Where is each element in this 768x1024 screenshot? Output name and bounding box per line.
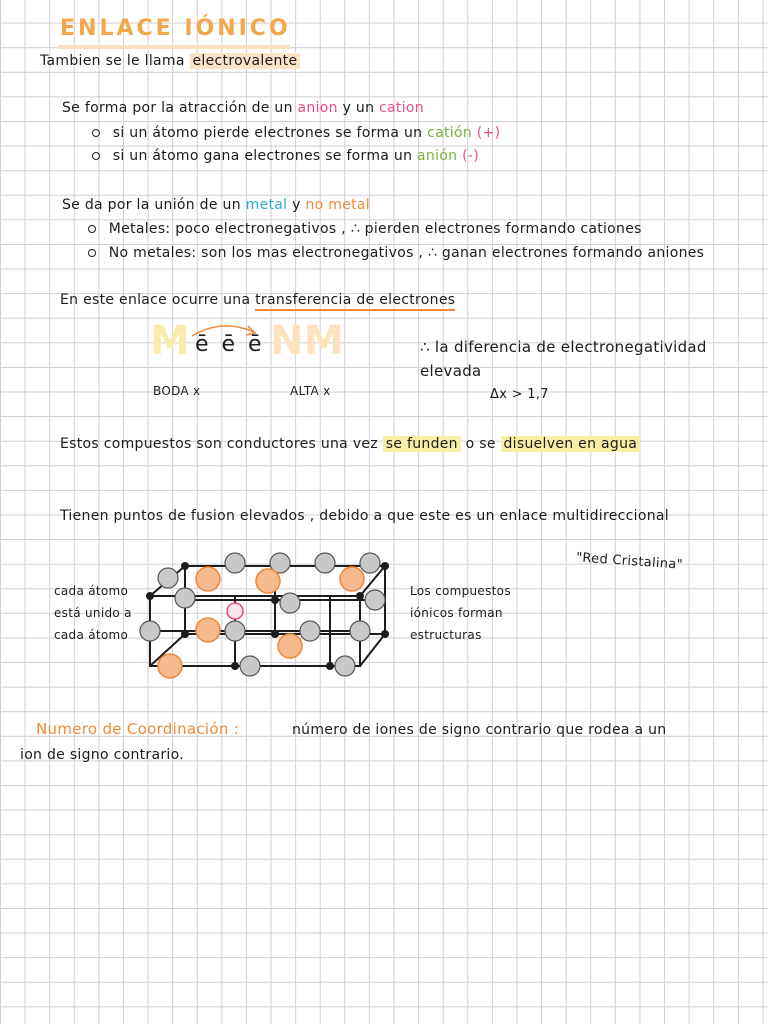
- title-highlight: [58, 45, 290, 49]
- right-note-line: iónicos forman: [410, 606, 503, 620]
- high-electronegativity-label: ALTA x: [290, 384, 331, 398]
- bullet-loses-electrons: [92, 124, 500, 142]
- electronegativity-conclusion: ∴ la diferencia de electronegatividad: [420, 338, 707, 356]
- left-note-line: está unido a: [54, 606, 132, 620]
- melt-highlight: se funden: [383, 436, 461, 452]
- union-mid: y: [292, 197, 301, 213]
- metal-word: metal: [245, 197, 288, 213]
- crystal-lattice-label: "Red Cristalina": [575, 550, 684, 573]
- bullet2-text: si un átomo gana electrones se forma un: [112, 148, 413, 164]
- line-transfer: [60, 291, 455, 309]
- metal-symbol: M: [150, 318, 190, 364]
- right-note: [410, 580, 511, 646]
- nonmetals-text: No metales: son los mas electronegativos , ∴ ganan electrones formando aniones: [108, 245, 705, 261]
- transfer-text: En este enlace ocurre una: [60, 292, 251, 308]
- bullet-metals: [88, 220, 642, 238]
- dissolve-highlight: disuelven en agua: [501, 436, 641, 452]
- coordination-definition-2: ion de signo contrario.: [20, 747, 184, 763]
- page-title: ENLACE IÓNICO: [60, 16, 291, 41]
- bullet-icon: [92, 152, 100, 160]
- left-note: [54, 580, 132, 646]
- left-note-line: cada átomo: [54, 628, 129, 642]
- conductors-mid: o se: [465, 436, 496, 452]
- line-union: [62, 196, 370, 214]
- also-called-text: Tambien se le llama: [40, 53, 185, 69]
- low-electronegativity-label: BODA x: [153, 384, 201, 398]
- bullet-gains-electrons: [92, 147, 479, 165]
- orange-ions: [158, 567, 364, 678]
- line-also-called: [40, 52, 300, 70]
- bullet-icon: [88, 225, 96, 233]
- line-melting-points: Tienen puntos de fusion elevados , debido a que este es un enlace multidireccional: [60, 508, 669, 524]
- cation-word: cation: [379, 100, 424, 116]
- electronegativity-elevated: elevada: [420, 362, 482, 380]
- bullet1-text: si un átomo pierde electrones se forma un: [112, 125, 423, 141]
- pink-ion: [227, 603, 243, 619]
- right-note-line: Los compuestos: [410, 584, 511, 598]
- conductors-text: Estos compuestos son conductores una vez: [60, 436, 378, 452]
- right-note-line: estructuras: [410, 628, 482, 642]
- anion-word: anion: [297, 100, 338, 116]
- transfer-underlined: transferencia de electrones: [255, 292, 455, 311]
- bullet-nonmetals: [88, 244, 704, 262]
- bullet-icon: [92, 129, 100, 137]
- formation-text: Se forma por la atracción de un: [62, 100, 293, 116]
- coordination-definition-1: número de iones de signo contrario que rodea a un: [292, 722, 667, 738]
- formation-mid: y un: [342, 100, 375, 116]
- left-note-line: cada átomo: [54, 584, 129, 598]
- negative-sign: (-): [462, 148, 479, 164]
- electrovalente-highlight: electrovalente: [190, 53, 301, 69]
- line-formation: [62, 99, 424, 117]
- nonmetal-symbol: NM: [270, 318, 344, 364]
- coordination-number-title: Numero de Coordinación :: [36, 720, 240, 738]
- delta-x-threshold: Δx > 1,7: [490, 387, 549, 402]
- anion-term: anión: [417, 148, 458, 164]
- ionic-lattice-diagram: [130, 548, 390, 688]
- positive-sign: (+): [476, 125, 501, 141]
- nonmetal-word: no metal: [305, 197, 370, 213]
- cation-term: catión: [427, 125, 473, 141]
- union-text: Se da por la unión de un: [62, 197, 241, 213]
- metals-text: Metales: poco electronegativos , ∴ pierden electrones formando cationes: [108, 221, 642, 237]
- bullet-icon: [88, 249, 96, 257]
- electrons-label: ē ē ē: [195, 332, 265, 357]
- line-conductors: [60, 435, 640, 453]
